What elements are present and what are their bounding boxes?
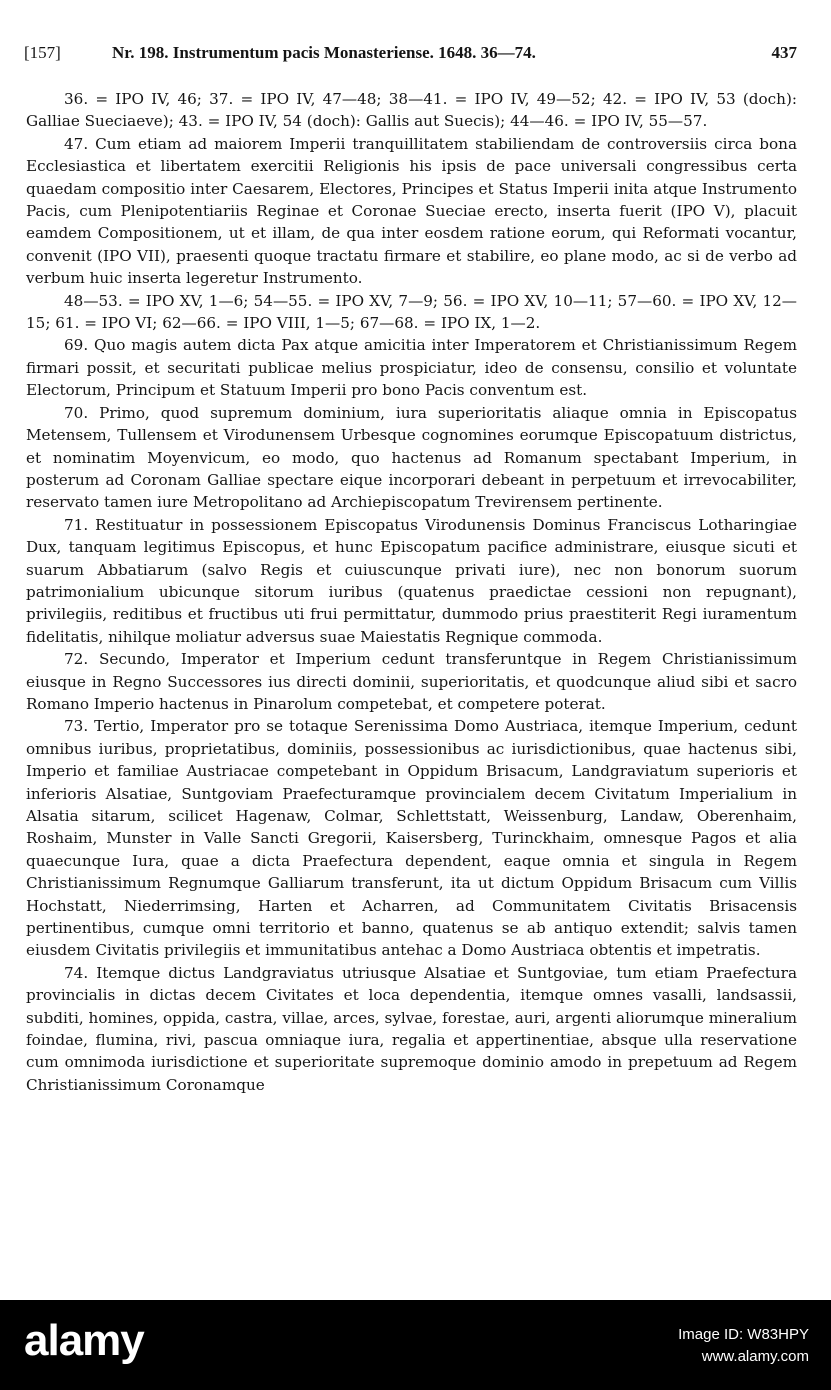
image-id-text: Image ID: W83HPY [678, 1326, 809, 1343]
paragraph-70: 70. Primo, quod supremum dominium, iura superioritatis aliaque omnia in Episcopatus Metensem, Tullensem et Virodunensem Urbesque cognomines eorumque Episcopatuum districtus, et nominatim Moyenvicum, eo modo, quo hactenus ad Romanum spectabant Imperium, in posterum ad Coronam Galliae spectare eique incorporari debeant in perpetuum et irrevocabiliter, reservato tamen iure Metropolitano ad Archiepiscopatum Trevirensem pertinente. [26, 403, 797, 512]
page-number: 437 [771, 43, 797, 62]
watermark-footer [0, 1300, 831, 1390]
paragraph-71: 71. Restituatur in possessionem Episcopatus Virodunensis Dominus Franciscus Lotharingiae Dux, tanquam legitimus Episcopus, et hunc Episcopatum pacifice administrare, eiusque sicuti et suarum Abbatiarum (salvo Regis et cuiuscunque privati iure), nec non bonorum suorum patrimonialium ubicunque sitorum iuribus (quatenus praedictae cessioni non repugnant), privilegiis, reditibus et fructibus uti frui permittatur, dummodo prius praestiterit Regi iuramentum fidelitatis, nihilque moliatur adversus suae Maiestatis Regnique commoda. [26, 515, 797, 646]
paragraph-73: 73. Tertio, Imperator pro se totaque Serenissima Domo Austriaca, itemque Imperium, cedunt omnibus iuribus, proprietatibus, dominiis, possessionibus ac iurisdictionibus, quae hactenus sibi, Imperio et familiae Austriacae competebant in Oppidum Brisacum, Landgraviatum superioris et inferioris Alsatiae, Suntgoviam Praefecturamque provincialem decem Civitatum Imperialium in Alsatia sitarum, scilicet Hagenaw, Colmar, Schlettstatt, Weissenburg, Landaw, Oberenhaim, Roshaim, Munster in Valle Sancti Gregorii, Kaisersberg, Turinckhaim, omnesque Pagos et alia quaecunque Iura, quae a dicta Praefectura dependent, eaque omnia et singula in Regem Christianissimum Regnumque Galliarum transferunt, ita ut dictum Oppidum Brisacum cum Villis Hochstatt, Niederrimsing, Harten et Acharren, ad Communitatem Civitatis Brisacensis pertinentibus, cumque omni territorio et banno, quatenus se ab antiquo extendit; salvis tamen eiusdem Civitatis privilegiis et immunitatibus antehac a Domo Austriaca obtentis et impetratis. [26, 717, 797, 960]
image-id-block [678, 1324, 809, 1368]
page-reference: [157] [24, 43, 61, 62]
brand-logo: alamy [24, 1316, 144, 1365]
running-header [24, 43, 797, 69]
header-title: Nr. 198. Instrumentum pacis Monasteriense. 1648. 36—74. [112, 43, 536, 62]
document-body [26, 88, 797, 1096]
paragraph-36-46: 36. = IPO IV, 46; 37. = IPO IV, 47—48; 38—41. = IPO IV, 49—52; 42. = IPO IV, 53 (doch): Galliae Sueciaeve); 43. = IPO IV, 54 (doch): Gallis aut Suecis); 44—46. = IPO IV, 55—57. [26, 90, 797, 131]
paragraph-74: 74. Itemque dictus Landgraviatus utriusque Alsatiae et Suntgoviae, tum etiam Praefectura provincialis in dictas decem Civitates et loca dependentia, itemque omnes vasalli, landsassii, subditi, homines, oppida, castra, villae, arces, sylvae, forestae, auri, argenti aliorumque mineralium foindae, flumina, rivi, pascua omniaque iura, regalia et appertinentiae, absque ulla reservatione cum omnimoda iurisdictione et superioritate supremoque dominio amodo in prepetuum ad Regem Christianissimum Coronamque [26, 963, 797, 1094]
paragraph-48-68: 48—53. = IPO XV, 1—6; 54—55. = IPO XV, 7—9; 56. = IPO XV, 10—11; 57—60. = IPO XV, 12—15; 61. = IPO VI; 62—66. = IPO VIII, 1—5; 67—68. = IPO IX, 1—2. [26, 291, 797, 333]
site-url-text: www.alamy.com [701, 1348, 809, 1365]
paragraph-69: 69. Quo magis autem dicta Pax atque amicitia inter Imperatorem et Christianissimum Regem firmari possit, et securitati publicae melius prospiciatur, ideo de consensu, consilio et voluntate Electorum, Principum et Statuum Imperii pro bono Pacis conventum est. [26, 336, 797, 400]
paragraph-47: 47. Cum etiam ad maiorem Imperii tranquillitatem stabiliendam de controversiis circa bona Ecclesiastica et libertatem exercitii Religionis his ipsis de pace universali congressibus certa quaedam compositio inter Caesarem, Electores, Principes et Status Imperii inita atque Instrumento Pacis, cum Plenipotentiariis Reginae et Coronae Sueciae erecto, inserta fuerit (IPO V), placuit eamdem Compositionem, ut et illam, de qua inter eosdem ratione eorum, qui Reformati vocantur, convenit (IPO VII), praesenti quoque tractatu firmare et stabilire, eo plane modo, ac si de verbo ad verbum huic inserta legeretur Instrumento. [26, 134, 797, 288]
paragraph-72: 72. Secundo, Imperator et Imperium cedunt transferuntque in Regem Christianissimum eiusque in Regno Successores ius directi dominii, superioritatis, et quodcunque aliud sibi et sacro Romano Imperio hactenus in Pinarolum competebat, et competere poterat. [26, 650, 797, 713]
